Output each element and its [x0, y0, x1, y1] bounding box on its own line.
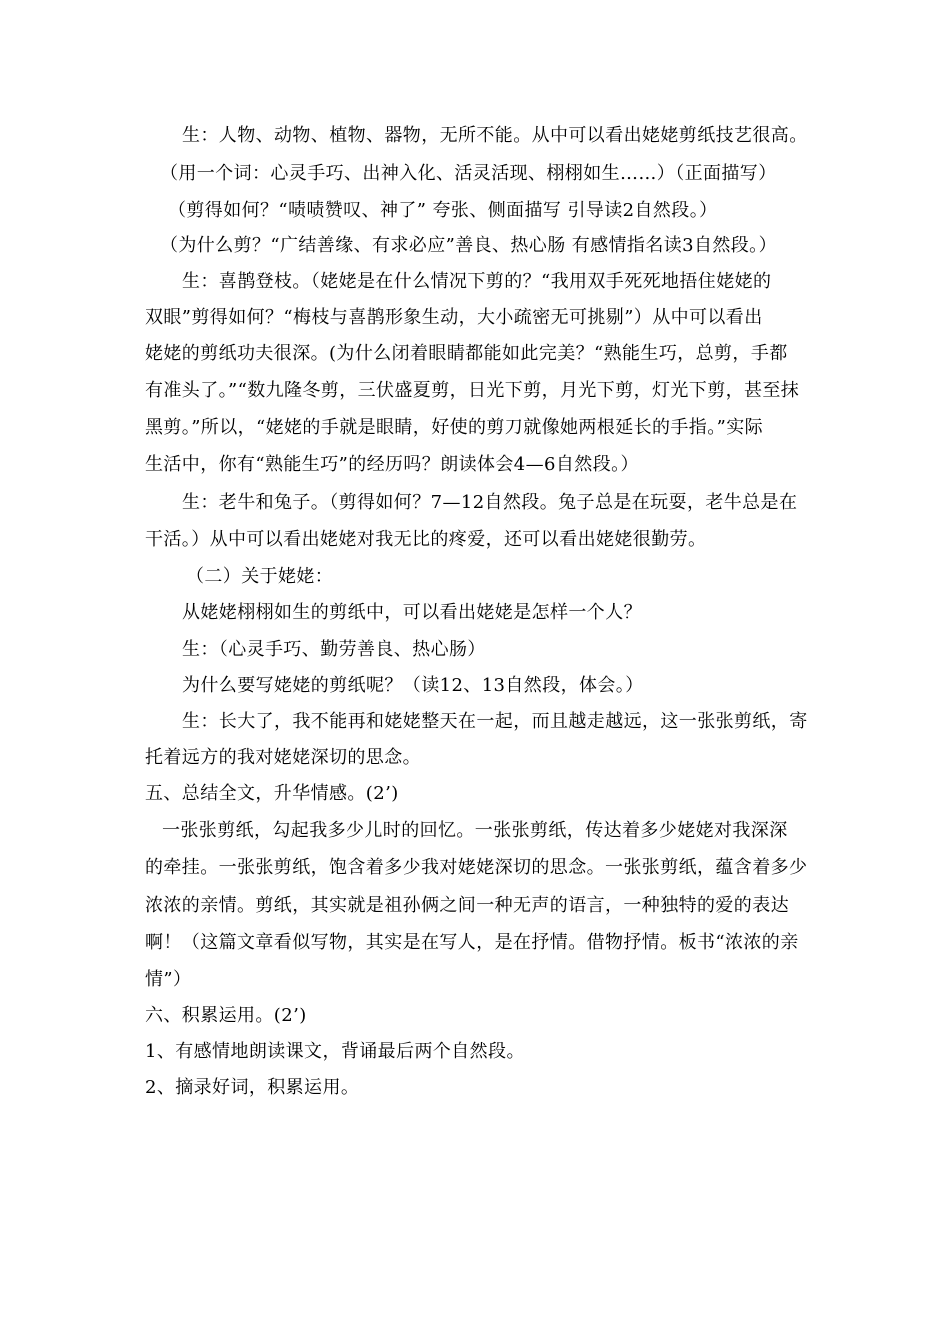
text-line: （为什么剪？“广结善缘、有求必应”善良、热心肠 有感情指名读3自然段。） — [160, 235, 777, 256]
text-line: 生：长大了，我不能再和姥姥整天在一起，而且越走越远，这一张张剪纸，寄 — [182, 711, 808, 732]
text-line: 生：（心灵手巧、勤劳善良、热心肠） — [182, 639, 486, 660]
text-line: 啊！（这篇文章看似写物，其实是在写人，是在抒情。借物抒情。板书“浓浓的亲 — [145, 932, 799, 953]
text-line: （剪得如何？“啧啧赞叹、神了” 夸张、侧面描写 引导读2自然段。） — [168, 200, 718, 221]
text-line: 情”） — [145, 969, 192, 990]
text-line: 姥姥的剪纸功夫很深。(为什么闭着眼睛都能如此完美？“熟能生巧，总剪，手都 — [145, 343, 788, 364]
list-item: 2、摘录好词，积累运用。 — [145, 1077, 360, 1098]
section-heading: 六、积累运用。(2’) — [145, 1005, 307, 1026]
text-line: （用一个词：心灵手巧、出神入化、活灵活现、栩栩如生……）（正面描写） — [160, 163, 777, 184]
text-line: 生活中，你有“熟能生巧”的经历吗？朗读体会4—6自然段。） — [145, 454, 639, 475]
text-line: 为什么要写姥姥的剪纸呢？（读12、13自然段，体会。） — [182, 675, 644, 696]
text-line: 托着远方的我对姥姥深切的思念。 — [145, 747, 421, 768]
text-line: 生：人物、动物、植物、器物，无所不能。从中可以看出姥姥剪纸技艺很高。 — [182, 125, 808, 146]
text-line: 干活。）从中可以看出姥姥对我无比的疼爱，还可以看出姥姥很勤劳。 — [145, 529, 707, 550]
text-line: 的牵挂。一张张剪纸，饱含着多少我对姥姥深切的思念。一张张剪纸，蕴含着多少 — [145, 857, 808, 878]
text-line: 生：喜鹊登枝。（姥姥是在什么情况下剪的？“我用双手死死地捂住姥姥的 — [182, 271, 772, 292]
text-line: 浓浓的亲情。剪纸，其实就是祖孙俩之间一种无声的语言，一种独特的爱的表达 — [145, 895, 789, 916]
text-line: 双眼”剪得如何？“梅枝与喜鹊形象生动，大小疏密无可挑剔”）从中可以看出 — [145, 307, 763, 328]
text-line: 从姥姥栩栩如生的剪纸中，可以看出姥姥是怎样一个人？ — [182, 602, 642, 623]
text-line: 一张张剪纸，勾起我多少儿时的回忆。一张张剪纸，传达着多少姥姥对我深深 — [162, 820, 788, 841]
text-line: 黑剪。”所以，“姥姥的手就是眼睛，好使的剪刀就像她两根延长的手指。”实际 — [145, 417, 764, 438]
text-line: 有准头了。”“数九隆冬剪，三伏盛夏剪，日光下剪，月光下剪，灯光下剪，甚至抹 — [145, 380, 800, 401]
section-heading: （二）关于姥姥： — [186, 566, 334, 587]
text-line: 生：老牛和兔子。（剪得如何？7—12自然段。兔子总是在玩耍，老牛总是在 — [182, 492, 798, 513]
list-item: 1、有感情地朗读课文，背诵最后两个自然段。 — [145, 1041, 525, 1062]
section-heading: 五、总结全文，升华情感。(2’) — [145, 783, 399, 804]
